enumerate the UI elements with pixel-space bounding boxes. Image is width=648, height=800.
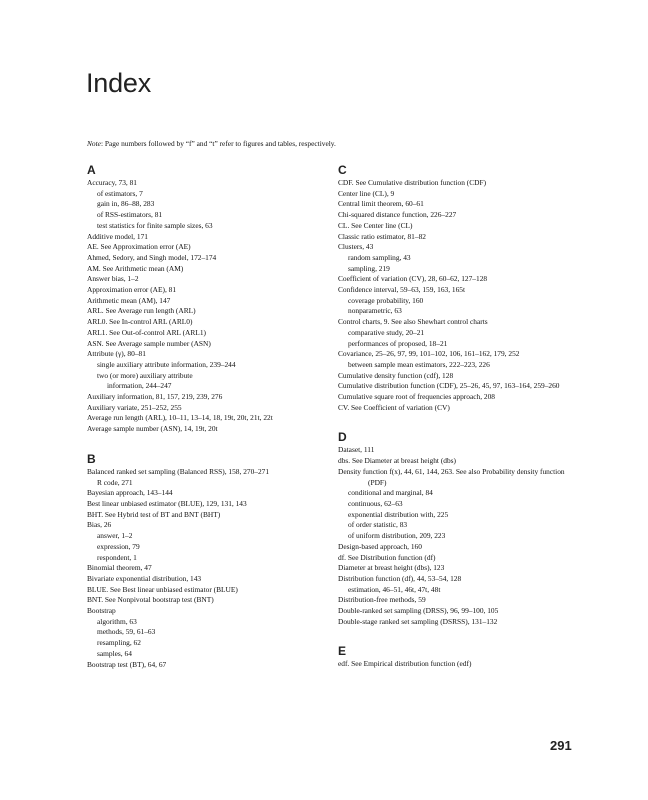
index-entry: Attribute (γ), 80–81 (87, 349, 146, 359)
section-letter: D (338, 430, 347, 445)
index-entry: Dataset, 111 (338, 445, 375, 455)
index-entry: answer, 1–2 (97, 531, 133, 541)
section-letter: B (87, 451, 96, 466)
index-section-c (338, 163, 578, 413)
index-entry: algorithm, 63 (97, 616, 137, 626)
index-column-left (87, 163, 327, 670)
index-entry: of estimators, 7 (97, 188, 143, 198)
index-entry: coverage probability, 160 (348, 295, 424, 305)
index-entry: Bootstrap (87, 606, 116, 616)
index-entry: Arithmetic mean (AM), 147 (87, 295, 171, 305)
index-entry: Cumulative density function (cdf), 128 (338, 370, 454, 380)
index-entry: Coefficient of variation (CV), 28, 60–62, 127–128 (338, 274, 488, 284)
index-entry: expression, 79 (97, 541, 140, 551)
index-entry: Accuracy, 73, 81 (87, 178, 138, 187)
index-entry: Cumulative distribution function (CDF), 25–26, 45, 97, 163–164, 259–260 (338, 381, 560, 391)
index-entry: nonparametric, 63 (348, 306, 402, 316)
index-entry: information, 244–247 (107, 381, 172, 391)
index-entry: resampling, 62 (97, 638, 141, 648)
index-entry: performances of proposed, 18–21 (348, 338, 448, 348)
index-section-d (338, 430, 578, 627)
index-entry: Distribution function (df), 44, 53–54, 128 (338, 573, 462, 583)
index-entry: between sample mean estimators, 222–223, 226 (348, 359, 490, 369)
index-entry: Bivariate exponential distribution, 143 (87, 573, 202, 583)
index-entry: Approximation error (AE), 81 (87, 285, 177, 295)
index-entry: Double-stage ranked set sampling (DSRSS), 131–132 (338, 616, 498, 626)
index-entry: of RSS-estimators, 81 (97, 210, 163, 220)
index-entry: edf. See Empirical distribution function (edf) (338, 659, 472, 669)
section-letter: C (338, 163, 347, 177)
index-entry: Central limit theorem, 60–61 (338, 199, 424, 209)
note-label: Note (87, 139, 101, 148)
index-entry: conditional and marginal, 84 (348, 488, 433, 498)
index-entry: df. See Distribution function (df) (338, 552, 436, 562)
index-entry: Average run length (ARL), 10–11, 13–14, 18, 19t, 20t, 21t, 22t (87, 413, 273, 423)
index-entry: ARL. See Average run length (ARL) (87, 306, 196, 316)
index-entry: Binomial theorem, 47 (87, 563, 152, 573)
index-column-right (338, 163, 578, 670)
index-entry: Ahmed, Sedory, and Singh model, 172–174 (87, 252, 217, 262)
index-entry: Auxiliary variate, 251–252, 255 (87, 402, 182, 412)
index-entry: of uniform distribution, 209, 223 (348, 531, 446, 541)
index-entry: two (or more) auxiliary attribute (97, 370, 193, 380)
index-entry: sampling, 219 (348, 263, 390, 273)
index-entry: Classic ratio estimator, 81–82 (338, 231, 426, 241)
index-entry: AM. See Arithmetic mean (AM) (87, 263, 184, 273)
index-entry: of order statistic, 83 (348, 520, 408, 530)
index-entry: BNT. See Nonpivotal bootstrap test (BNT) (87, 595, 214, 605)
index-entry: Confidence interval, 59–63, 159, 163, 165t (338, 285, 466, 295)
index-entry: exponential distribution with, 225 (348, 509, 449, 519)
index-entry: samples, 64 (97, 648, 132, 658)
index-entry: CDF. See Cumulative distribution function (CDF) (338, 178, 487, 187)
index-entry: estimation, 46–51, 46t, 47t, 48t (348, 584, 441, 594)
index-entry: ARL0. See In-control ARL (ARL0) (87, 317, 193, 327)
index-entry: gain in, 86–88, 283 (97, 199, 155, 209)
page-title: Index (86, 68, 152, 98)
index-entry: BLUE. See Best linear unbiased estimator (BLUE) (87, 584, 238, 594)
index-section-e (338, 644, 578, 670)
index-entry: test statistics for finite sample sizes, 63 (97, 220, 213, 230)
index-note (87, 139, 336, 148)
index-entry: Center line (CL), 9 (338, 188, 395, 198)
index-entry: CL. See Center line (CL) (338, 220, 413, 230)
section-letter: E (338, 644, 347, 659)
index-entry: ASN. See Average sample number (ASN) (87, 338, 211, 348)
index-entry: Density function f(x), 44, 61, 144, 263. See also Probability density function (PDF) (338, 466, 565, 487)
index-entry: Bootstrap test (BT), 64, 67 (87, 659, 167, 669)
page-number: 291 (550, 738, 572, 753)
index-entry: Average sample number (ASN), 14, 19t, 20t (87, 424, 218, 434)
index-entry: methods, 59, 61–63 (97, 627, 156, 637)
index-entry: Distribution-free methods, 59 (338, 595, 426, 605)
index-entry: Answer bias, 1–2 (87, 274, 139, 284)
index-entry: Cumulative square root of frequencies approach, 208 (338, 392, 495, 402)
index-entry: Chi-squared distance function, 226–227 (338, 210, 457, 220)
index-entry: Design-based approach, 160 (338, 541, 422, 551)
index-entry: continuous, 62–63 (348, 498, 403, 508)
index-entry: CV. See Coefficient of variation (CV) (338, 402, 450, 412)
index-entry: Bias, 26 (87, 520, 112, 530)
index-entry: Auxiliary information, 81, 157, 219, 239, 276 (87, 392, 223, 402)
index-section-b (87, 452, 327, 670)
index-entry: Balanced ranked set sampling (Balanced RSS), 158, 270–271 (87, 466, 270, 476)
index-section-a (87, 163, 327, 435)
index-entry: dbs. See Diameter at breast height (dbs) (338, 456, 457, 466)
index-entry: comparative study, 20–21 (348, 327, 425, 337)
index-entry: random sampling, 43 (348, 252, 411, 262)
index-entry: Diameter at breast height (dbs), 123 (338, 563, 445, 573)
index-entry: Double-ranked set sampling (DRSS), 96, 99–100, 105 (338, 606, 499, 616)
note-text: : Page numbers followed by “f” and “t” refer to figures and tables, respectively. (100, 139, 336, 148)
index-entry: BHT. See Hybrid test of BT and BNT (BHT) (87, 509, 221, 519)
index-entry: AE. See Approximation error (AE) (87, 242, 191, 252)
index-entry: Clusters, 43 (338, 242, 374, 252)
index-entry: ARL1. See Out-of-control ARL (ARL1) (87, 327, 206, 337)
index-entry: Covariance, 25–26, 97, 99, 101–102, 106, 161–162, 179, 252 (338, 349, 520, 359)
index-entry: respondent, 1 (97, 552, 137, 562)
index-entry: Additive model, 171 (87, 231, 148, 241)
index-entry: Bayesian approach, 143–144 (87, 488, 173, 498)
index-entry: Best linear unbiased estimator (BLUE), 129, 131, 143 (87, 498, 247, 508)
index-entry: single auxiliary attribute information, 239–244 (97, 359, 236, 369)
section-letter: A (87, 163, 96, 177)
index-entry: R code, 271 (97, 477, 133, 487)
index-entry: Control charts, 9. See also Shewhart control charts (338, 317, 488, 327)
